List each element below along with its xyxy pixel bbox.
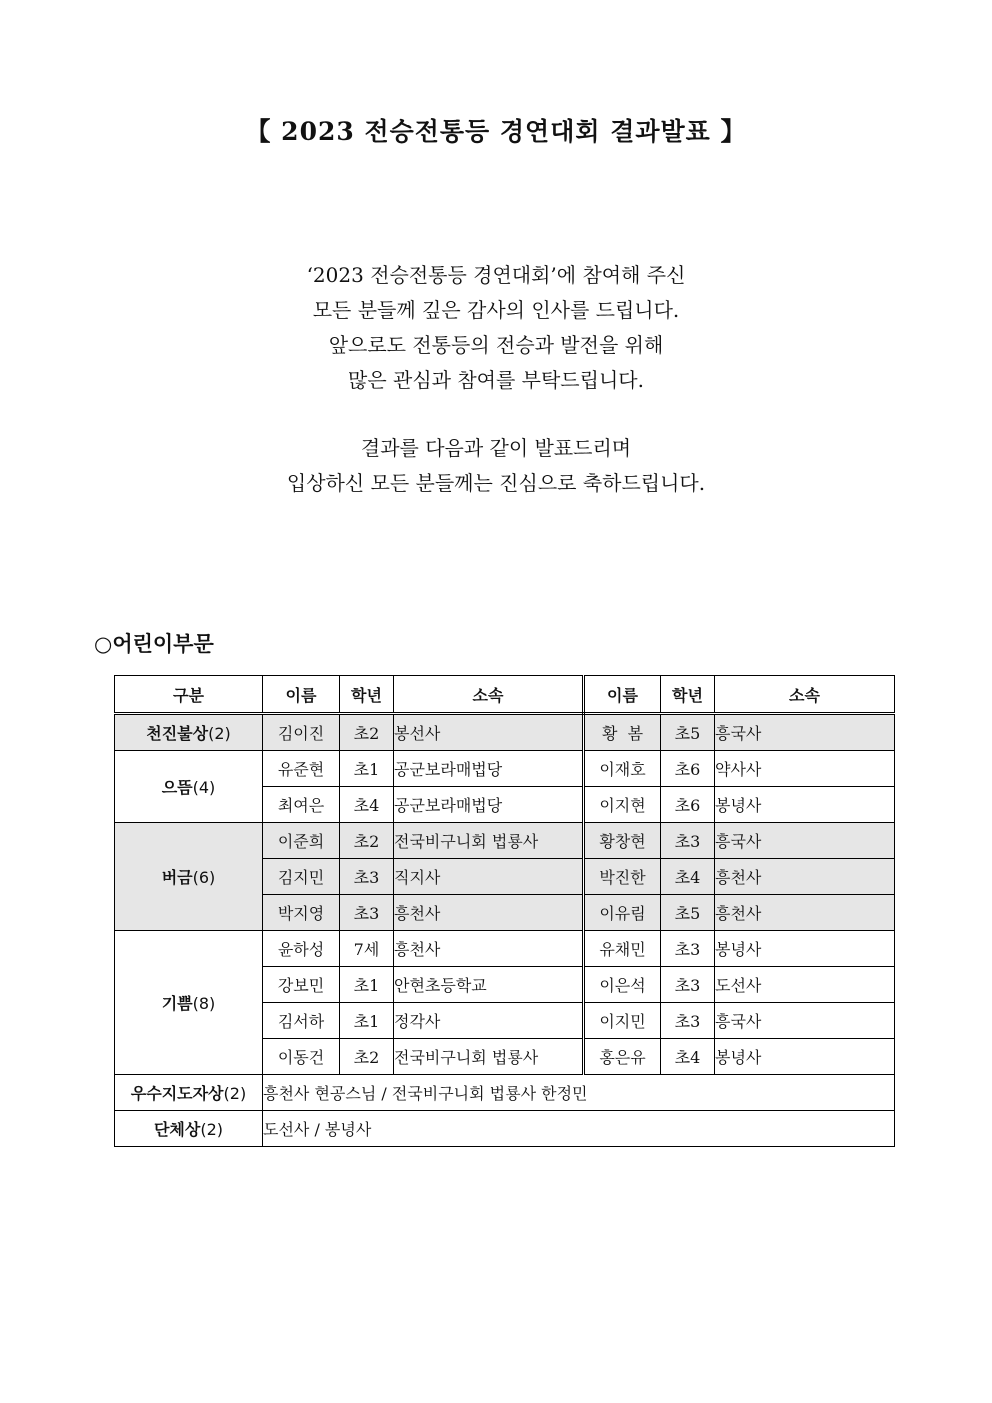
winner-grade: 초1 <box>340 1003 394 1039</box>
header-affiliation: 소속 <box>715 676 895 714</box>
category-name: 버금 <box>161 868 193 887</box>
winner-grade: 초1 <box>340 751 394 787</box>
winner-grade: 초3 <box>661 1003 715 1039</box>
table-row <box>115 931 895 967</box>
winner-affiliation: 봉녕사 <box>715 931 895 967</box>
results-table <box>114 675 895 1147</box>
table-header-row <box>115 676 895 714</box>
winner-affiliation: 약사사 <box>715 751 895 787</box>
category-cell <box>115 931 263 1075</box>
table-row <box>115 714 895 751</box>
winner-affiliation: 흥국사 <box>715 714 895 751</box>
category-count: (4) <box>192 778 216 797</box>
winner-grade: 초3 <box>661 967 715 1003</box>
winner-affiliation: 흥국사 <box>715 823 895 859</box>
category-count: (2) <box>208 724 231 743</box>
category-cell <box>115 714 263 751</box>
winner-grade: 초6 <box>661 751 715 787</box>
category-name: 기쁨 <box>161 994 193 1013</box>
winner-grade: 초2 <box>340 823 394 859</box>
winner-name: 김이진 <box>263 714 340 751</box>
winner-affiliation: 전국비구니회 법룡사 <box>394 823 584 859</box>
winner-affiliation: 직지사 <box>394 859 584 895</box>
header-category: 구분 <box>115 676 263 714</box>
header-name: 이름 <box>584 676 661 714</box>
winner-grade: 초4 <box>340 787 394 823</box>
winner-affiliation: 봉선사 <box>394 714 584 751</box>
instructor-award-winners: 흥천사 현공스님 / 전국비구니회 법룡사 한정민 <box>263 1075 895 1111</box>
group-award-winners: 도선사 / 봉녕사 <box>263 1111 895 1147</box>
page-title: 【 2023 전승전통등 경연대회 결과발표 】 <box>245 117 747 146</box>
winner-grade: 초3 <box>340 895 394 931</box>
category-count: (6) <box>192 868 216 887</box>
header-grade: 학년 <box>340 676 394 714</box>
winner-name: 홍은유 <box>584 1039 661 1075</box>
intro-line: 입상하신 모든 분들께는 진심으로 축하드립니다. <box>286 471 706 495</box>
category-cell <box>115 1111 263 1147</box>
winner-grade: 초3 <box>661 823 715 859</box>
category-cell <box>115 1075 263 1111</box>
header-affiliation: 소속 <box>394 676 584 714</box>
winner-name: 유준현 <box>263 751 340 787</box>
winner-grade: 초3 <box>340 859 394 895</box>
winner-affiliation: 흥천사 <box>394 895 584 931</box>
category-cell <box>115 823 263 931</box>
winner-grade: 초5 <box>661 895 715 931</box>
winner-affiliation: 봉녕사 <box>715 787 895 823</box>
category-count: (8) <box>192 994 216 1013</box>
winner-name: 이지현 <box>584 787 661 823</box>
winner-affiliation: 도선사 <box>715 967 895 1003</box>
winner-affiliation: 공군보라매법당 <box>394 787 584 823</box>
winner-grade: 초3 <box>661 931 715 967</box>
winner-grade: 초5 <box>661 714 715 751</box>
winner-affiliation: 흥천사 <box>715 895 895 931</box>
intro-line: 앞으로도 전통등의 전승과 발전을 위해 <box>328 333 664 357</box>
winner-name: 이지민 <box>584 1003 661 1039</box>
winner-name: 박지영 <box>263 895 340 931</box>
winner-grade: 초4 <box>661 859 715 895</box>
winner-affiliation: 정각사 <box>394 1003 584 1039</box>
winner-grade: 초6 <box>661 787 715 823</box>
winner-grade: 초1 <box>340 967 394 1003</box>
winner-name: 강보민 <box>263 967 340 1003</box>
winner-name: 이재호 <box>584 751 661 787</box>
winner-name: 이준희 <box>263 823 340 859</box>
category-name: 우수지도자상 <box>130 1084 224 1103</box>
winner-name: 유채민 <box>584 931 661 967</box>
category-count: (2) <box>200 1120 224 1139</box>
intro-line: 모든 분들께 깊은 감사의 인사를 드립니다. <box>312 298 680 322</box>
winner-affiliation: 흥천사 <box>394 931 584 967</box>
table-row <box>115 1111 895 1147</box>
winner-name: 황 봄 <box>584 714 661 751</box>
category-count: (2) <box>223 1084 247 1103</box>
section-title: ○어린이부문 <box>94 632 214 656</box>
winner-name: 이은석 <box>584 967 661 1003</box>
category-name: 단체상 <box>153 1120 201 1139</box>
intro-line: ‘2023 전승전통등 경연대회’에 참여해 주신 <box>306 263 686 287</box>
winner-affiliation: 전국비구니회 법룡사 <box>394 1039 584 1075</box>
winner-name: 최여은 <box>263 787 340 823</box>
winner-name: 황창현 <box>584 823 661 859</box>
table-row <box>115 1075 895 1111</box>
winner-name: 김지민 <box>263 859 340 895</box>
winner-grade: 7세 <box>340 931 394 967</box>
header-grade: 학년 <box>661 676 715 714</box>
intro-message <box>0 258 992 501</box>
header-name: 이름 <box>263 676 340 714</box>
category-name: 천진불상 <box>146 724 209 743</box>
winner-grade: 초4 <box>661 1039 715 1075</box>
table-row <box>115 823 895 859</box>
winner-name: 박진한 <box>584 859 661 895</box>
table-row <box>115 751 895 787</box>
winner-affiliation: 안현초등학교 <box>394 967 584 1003</box>
winner-affiliation: 흥국사 <box>715 1003 895 1039</box>
winner-affiliation: 공군보라매법당 <box>394 751 584 787</box>
winner-name: 이동건 <box>263 1039 340 1075</box>
winner-grade: 초2 <box>340 714 394 751</box>
winner-affiliation: 봉녕사 <box>715 1039 895 1075</box>
winner-name: 윤하성 <box>263 931 340 967</box>
winner-name: 이유림 <box>584 895 661 931</box>
intro-line: 결과를 다음과 같이 발표드리며 <box>360 436 632 460</box>
category-cell <box>115 751 263 823</box>
winner-grade: 초2 <box>340 1039 394 1075</box>
winner-affiliation: 흥천사 <box>715 859 895 895</box>
category-name: 으뜸 <box>161 778 193 797</box>
winner-name: 김서하 <box>263 1003 340 1039</box>
intro-line: 많은 관심과 참여를 부탁드립니다. <box>348 368 644 392</box>
